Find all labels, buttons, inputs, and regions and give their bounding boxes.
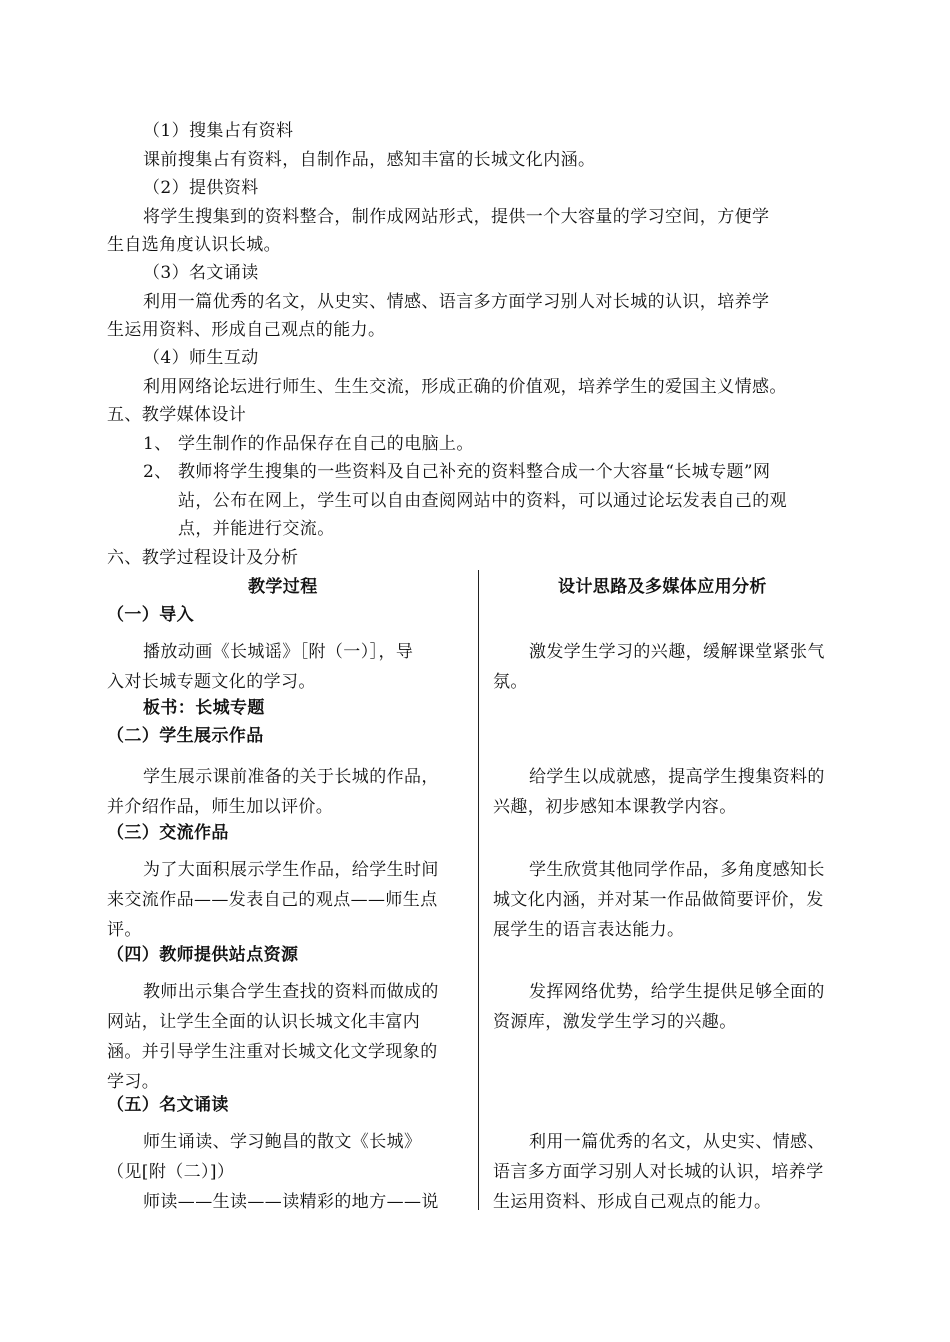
step5-left-line2: （见[附（二）]） <box>107 1162 235 1182</box>
step1-left-line1: 播放动画《长城谣》［附（一）］，导 <box>143 642 414 662</box>
item2-text-line1: 将学生搜集到的资料整合，制作成网站形式，提供一个大容量的学习空间，方便学 <box>143 207 770 227</box>
board-note: 板书：长城专题 <box>143 698 265 718</box>
step3-left-line1: 为了大面积展示学生作品，给学生时间 <box>143 860 439 880</box>
table-header-right: 设计思路及多媒体应用分析 <box>558 577 767 597</box>
step5-right-line1: 利用一篇优秀的名文，从史实、情感、 <box>529 1132 825 1152</box>
table-header-left: 教学过程 <box>248 577 318 597</box>
step1-heading: （一）导入 <box>107 605 194 625</box>
item1-heading: （1）搜集占有资料 <box>143 121 294 141</box>
item3-text-line1: 利用一篇优秀的名文，从史实、情感、语言多方面学习别人对长城的认识，培养学 <box>143 292 770 312</box>
step5-left-line1: 师生诵读、学习鲍昌的散文《长城》 <box>143 1132 422 1152</box>
item2-heading: （2）提供资料 <box>143 178 259 198</box>
item4-heading: （4）师生互动 <box>143 348 259 368</box>
step1-right-line1: 激发学生学习的兴趣，缓解课堂紧张气 <box>529 642 825 662</box>
section5-item2-line3: 点，并能进行交流。 <box>178 519 335 539</box>
step2-heading: （二）学生展示作品 <box>107 726 264 746</box>
item1-text: 课前搜集占有资料，自制作品，感知丰富的长城文化内涵。 <box>143 150 596 170</box>
item3-text-line2: 生运用资料、形成自己观点的能力。 <box>107 320 386 340</box>
section5-item1-text: 学生制作的作品保存在自己的电脑上。 <box>178 434 474 454</box>
step5-heading: （五）名文诵读 <box>107 1095 229 1115</box>
section5-item2-number: 2、 <box>143 462 172 482</box>
step4-left-line2: 网站，让学生全面的认识长城文化丰富内 <box>107 1012 421 1032</box>
item3-heading: （3）名文诵读 <box>143 263 259 283</box>
step2-right-line2: 兴趣，初步感知本课教学内容。 <box>493 797 737 817</box>
section6-title: 六、教学过程设计及分析 <box>107 548 299 568</box>
step4-left-line4: 学习。 <box>107 1072 160 1092</box>
item2-text-line2: 生自选角度认识长城。 <box>107 235 281 255</box>
step1-left-line2: 入对长城专题文化的学习。 <box>107 672 316 692</box>
step4-right-line2: 资源库，激发学生学习的兴趣。 <box>493 1012 737 1032</box>
section5-title: 五、教学媒体设计 <box>107 405 247 425</box>
item4-text: 利用网络论坛进行师生、生生交流，形成正确的价值观，培养学生的爱国主义情感。 <box>143 377 787 397</box>
step2-left-line2: 并介绍作品，师生加以评价。 <box>107 797 334 817</box>
step4-left-line1: 教师出示集合学生查找的资料而做成的 <box>143 982 439 1002</box>
step3-left-line2: 来交流作品——发表自己的观点——师生点 <box>107 890 438 910</box>
step2-right-line1: 给学生以成就感，提高学生搜集资料的 <box>529 767 825 787</box>
step3-right-line2: 城文化内涵，并对某一作品做简要评价，发 <box>493 890 824 910</box>
step5-right-line2: 语言多方面学习别人对长城的认识，培养学 <box>493 1162 824 1182</box>
section5-item1-number: 1、 <box>143 434 172 454</box>
section5-item2-line1: 教师将学生搜集的一些资料及自己补充的资料整合成一个大容量“长城专题”网 <box>178 462 771 482</box>
step3-left-line3: 评。 <box>107 920 142 940</box>
step2-left-line1: 学生展示课前准备的关于长城的作品， <box>143 767 439 787</box>
step3-right-line3: 展学生的语言表达能力。 <box>493 920 685 940</box>
step3-right-line1: 学生欣赏其他同学作品，多角度感知长 <box>529 860 825 880</box>
step4-heading: （四）教师提供站点资源 <box>107 945 299 965</box>
step3-heading: （三）交流作品 <box>107 823 229 843</box>
section5-item2-line2: 站，公布在网上，学生可以自由查阅网站中的资料，可以通过论坛发表自己的观 <box>178 491 787 511</box>
step1-right-line2: 氛。 <box>493 672 528 692</box>
step4-right-line1: 发挥网络优势，给学生提供足够全面的 <box>529 982 825 1002</box>
table-column-divider <box>478 570 479 1210</box>
step5-right-line3: 生运用资料、形成自己观点的能力。 <box>493 1192 772 1212</box>
step5-left-line3: 师读——生读——读精彩的地方——说 <box>143 1192 439 1212</box>
step4-left-line3: 涵。并引导学生注重对长城文化文学现象的 <box>107 1042 438 1062</box>
